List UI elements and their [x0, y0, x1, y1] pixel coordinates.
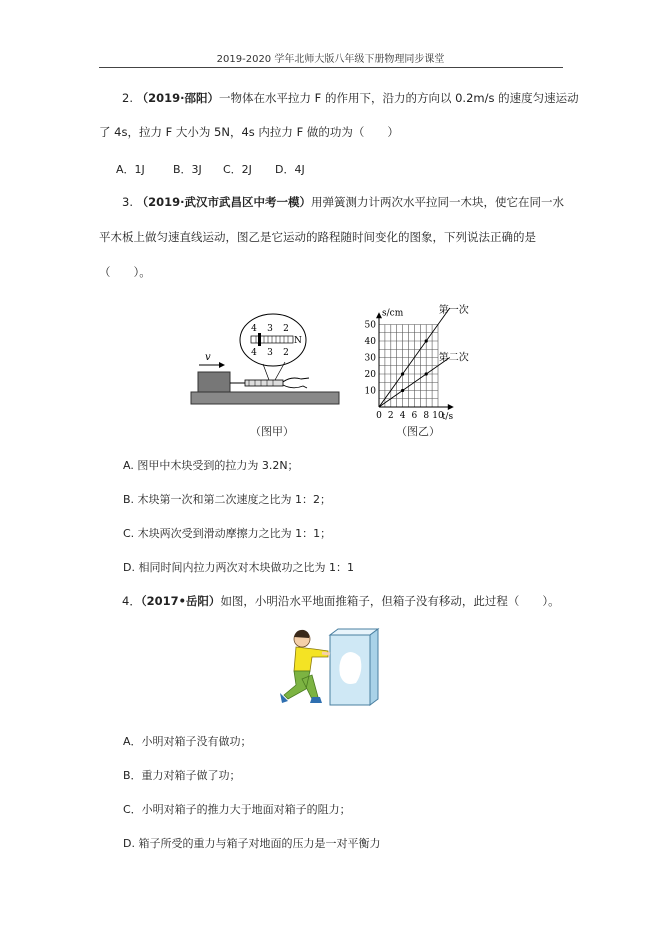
q3-option-b: B. 木块第一次和第二次速度之比为 1：2；: [123, 493, 332, 506]
x-tick-label: 4: [399, 411, 406, 421]
figure-a-caption: （图甲）: [250, 425, 294, 438]
velocity-arrowhead: [219, 362, 225, 368]
boy-shirt: [294, 647, 328, 671]
data-point: [425, 339, 428, 342]
q2-number: 2.: [122, 91, 137, 105]
scale-unit-label: N: [294, 336, 302, 346]
series-label-2: 第二次: [438, 352, 469, 364]
figure-b-caption: （图乙）: [396, 425, 440, 438]
q3-text-1: 用弹簧测力计两次水平拉同一木块，使它在同一水: [311, 195, 565, 209]
q2-option-d: D．4J: [275, 163, 305, 176]
q4-option-c: C．小明对箱子的推力大于地面对箱子的阻力；: [123, 803, 351, 816]
q4-option-a: A．小明对箱子没有做功；: [123, 735, 252, 748]
x-tick-label: 6: [411, 411, 418, 421]
y-tick-label: 30: [364, 353, 376, 364]
q2-option-c: C．2J: [223, 163, 252, 176]
data-point: [401, 372, 404, 375]
scale-label-top-2: 2: [283, 324, 289, 334]
callout-pointer: [263, 364, 269, 380]
q2-line1: [122, 90, 579, 106]
spring-scale-body: [245, 380, 283, 386]
page-header: 2019-2020 学年北师大版八年级下册物理同步课堂: [216, 54, 445, 65]
series-label-1: 第一次: [438, 305, 469, 316]
data-point: [401, 389, 404, 392]
hand: [283, 378, 309, 388]
x-tick-label: 10: [432, 411, 444, 421]
velocity-label: v: [205, 352, 211, 363]
y-axis-label: s/cm: [382, 308, 404, 319]
q3-line1: [122, 194, 564, 210]
boy-pants: [284, 671, 318, 699]
q3-option-d: D. 相同时间内拉力两次对木块做功之比为 1：1: [123, 561, 354, 574]
q4-source: （2017•岳阳）: [140, 594, 221, 608]
y-tick-label: 10: [364, 386, 376, 397]
x-axis-arrow: [448, 404, 454, 410]
box-side: [370, 629, 378, 705]
q3-line2: 平木板上做匀速直线运动，图乙是它运动的路程随时间变化的图象，下列说法正确的是: [99, 230, 536, 244]
q2-line2: 了 4s，拉力 F 大小为 5N，4s 内拉力 F 做的功为（ ）: [99, 125, 399, 139]
q2-source: （2019·邵阳）: [136, 91, 220, 105]
q3-option-a: A. 图甲中木块受到的拉力为 3.2N；: [123, 459, 299, 472]
wood-block: [198, 372, 230, 392]
q4-option-d: D. 箱子所受的重力与箱子对地面的压力是一对平衡力: [123, 837, 381, 850]
data-point: [425, 372, 428, 375]
x-tick-label: 2: [387, 411, 394, 421]
figure-a: [185, 312, 345, 408]
boy-hair: [294, 630, 309, 638]
x-tick-label: 0: [376, 411, 382, 421]
scale-label-top-4: 4: [251, 324, 257, 334]
q4-option-b: B．重力对箱子做了功；: [123, 769, 241, 782]
figure-b-chart: [360, 293, 500, 421]
q2-option-b: B．3J: [173, 163, 202, 176]
q3-source: （2019·武汉市武昌区中考一模）: [136, 195, 312, 209]
q3-option-c: C. 木块两次受到滑动摩擦力之比为 1：1；: [123, 527, 332, 540]
scale-label-top-3: 3: [267, 324, 273, 334]
scale-label-bottom-4: 4: [251, 348, 257, 358]
x-tick-label: 8: [423, 411, 430, 421]
y-tick-label: 40: [364, 337, 376, 347]
q4-text: 如图，小明沿水平地面推箱子，但箱子没有移动，此过程（ ）。: [220, 594, 560, 608]
q2-option-a: A．1J: [116, 163, 145, 176]
q4-number: 4．: [122, 594, 141, 608]
q4-line1: [122, 593, 560, 609]
y-tick-label: 20: [364, 370, 376, 380]
boy-pushing-box-figure: [272, 627, 384, 709]
boy-hand: [322, 653, 330, 654]
scale-label-bottom-3: 3: [267, 348, 273, 358]
q2-text-1: 一物体在水平拉力 F 的作用下，沿力的方向以 0.2m/s 的速度匀速运动: [219, 91, 579, 105]
header-rule: [99, 67, 563, 68]
q3-number: 3.: [122, 195, 137, 209]
scale-pointer: [258, 333, 261, 346]
scale-label-bottom-2: 2: [283, 348, 289, 358]
wood-board: [191, 392, 339, 404]
x-axis-label: t/s: [441, 412, 454, 421]
q3-line3: （ ）。: [99, 265, 151, 279]
box-highlight: [339, 652, 361, 684]
y-tick-label: 50: [364, 320, 376, 331]
